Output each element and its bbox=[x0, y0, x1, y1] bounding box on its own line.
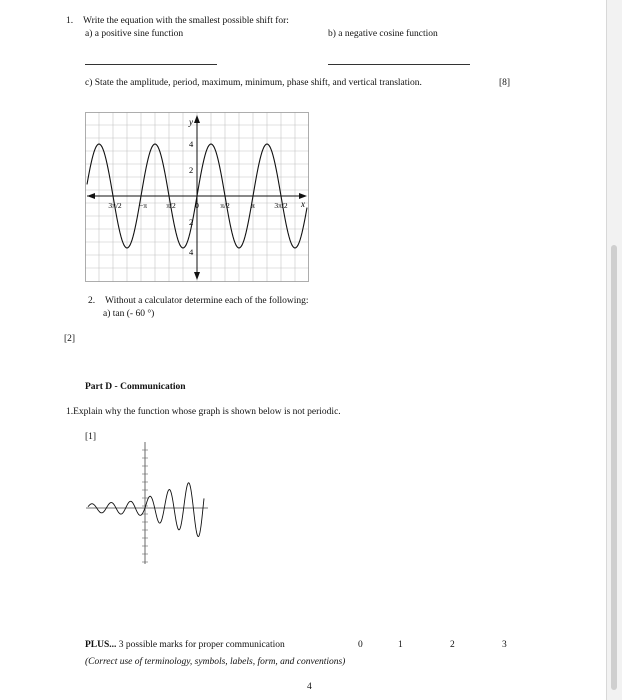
x-tick-label: 3π/2 bbox=[108, 201, 122, 210]
plus-label-bold: PLUS... bbox=[85, 640, 117, 650]
plus-label-rest: 3 possible marks for proper communication bbox=[116, 640, 285, 650]
q1-marks: [8] bbox=[499, 78, 511, 88]
x-tick-label: 0 bbox=[195, 201, 199, 210]
y-tick-label: 4 bbox=[189, 247, 194, 257]
q1-part-b: b) a negative cosine function bbox=[328, 29, 438, 39]
part-d-heading: Part D - Communication bbox=[85, 382, 186, 392]
sinusoid-graph bbox=[85, 112, 309, 282]
q1-prompt: Write the equation with the smallest possible shift for: bbox=[83, 16, 289, 26]
communication-note: (Correct use of terminology, symbols, labels, form, and conventions) bbox=[85, 657, 346, 667]
x-axis-label: x bbox=[301, 199, 305, 209]
y-axis-arrow-down bbox=[194, 272, 200, 280]
nonperiodic-curve bbox=[88, 483, 204, 537]
x-tick-label: π/2 bbox=[220, 201, 230, 210]
x-tick-label: π/2 bbox=[166, 201, 176, 210]
y-axis-arrow bbox=[194, 115, 200, 123]
q1-part-c: c) State the amplitude, period, maximum, minimum, phase shift, and vertical translation. bbox=[85, 78, 422, 88]
x-tick-label: −π bbox=[138, 201, 148, 210]
q1-number: 1. bbox=[66, 16, 74, 26]
q2-marks: [2] bbox=[64, 334, 76, 344]
q2-part-a: a) tan (- 60 °) bbox=[103, 309, 155, 319]
part-d-question: 1.Explain why the function whose graph is shown below is not periodic. bbox=[66, 407, 341, 417]
y-tick-label: 2 bbox=[189, 217, 194, 227]
q2-number: 2. bbox=[88, 296, 96, 306]
communication-score-3: 3 bbox=[502, 640, 507, 650]
x-axis-arrow-left bbox=[87, 193, 95, 199]
x-tick-label: 3π/2 bbox=[274, 201, 288, 210]
plus-label bbox=[85, 640, 285, 651]
q2-prompt: Without a calculator determine each of the following: bbox=[105, 296, 309, 306]
communication-score-0: 0 bbox=[358, 640, 363, 650]
q1-part-a: a) a positive sine function bbox=[85, 29, 184, 39]
answer-line-a bbox=[85, 64, 217, 65]
part-d-marks: [1] bbox=[85, 432, 97, 442]
page-number: 4 bbox=[307, 682, 312, 692]
answer-line-b bbox=[328, 64, 470, 65]
x-tick-label: π bbox=[251, 201, 255, 210]
nonperiodic-graph bbox=[82, 438, 212, 568]
y-tick-label: 2 bbox=[189, 165, 194, 175]
communication-score-2: 2 bbox=[450, 640, 455, 650]
scrollbar-thumb[interactable] bbox=[611, 245, 617, 690]
y-tick-label: 4 bbox=[189, 139, 194, 149]
communication-score-1: 1 bbox=[398, 640, 403, 650]
y-axis-label: y bbox=[189, 117, 193, 127]
